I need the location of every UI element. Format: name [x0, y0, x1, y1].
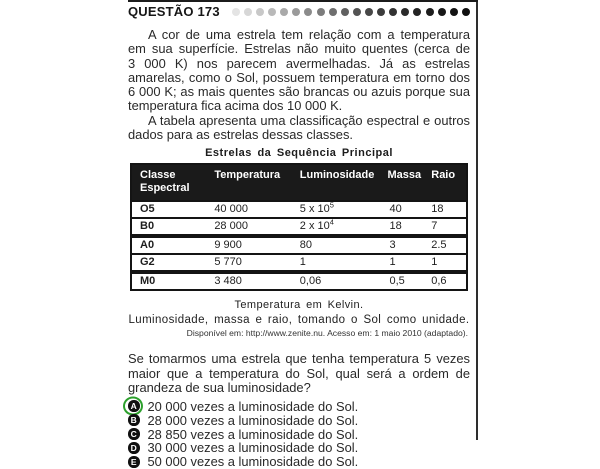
- header-dot: [438, 8, 446, 16]
- header-dot: [377, 8, 385, 16]
- header-dot: [232, 8, 240, 16]
- option-e-text: 50 000 vezes a luminosidade do Sol.: [147, 454, 359, 469]
- table-header-row: [131, 164, 467, 201]
- header-dot: [365, 8, 373, 16]
- header-dots: [220, 8, 470, 16]
- option-a-text: 20 000 vezes a luminosidade do Sol.: [147, 398, 359, 414]
- header-dot: [462, 8, 470, 16]
- header-dot: [450, 8, 458, 16]
- cell-raio: 0,6: [429, 272, 467, 290]
- question-column: [128, 0, 470, 469]
- header-dot: [304, 8, 312, 16]
- caption-kelvin: Temperatura em Kelvin.: [234, 299, 364, 312]
- option-b-letter-badge: B: [128, 414, 140, 426]
- intro-paragraph-1: A cor de uma estrela tem relação com a temperatura em sua superfície. Estrelas não muito quentes (cerca de 3 000 K) nos parecem avermelhadas. Já as estrelas amarelas, como o Sol, possuem temperatura em torno dos 6 000 K; as mais quentes são brancas ou azuis porque sua temperatura fica acima dos 10 000 K.: [128, 27, 470, 114]
- header-dot: [389, 8, 397, 16]
- option-a[interactable]: [128, 399, 470, 413]
- cell-massa: 40: [385, 201, 429, 218]
- header-dot: [329, 8, 337, 16]
- caption-units: Luminosidade, massa e raio, tomando o Sol como unidade.: [128, 314, 470, 327]
- cell-temperatura: 28 000: [212, 218, 297, 236]
- cell-classe: O5: [131, 201, 212, 218]
- cell-luminosidade: 5 x $10^5$: [298, 201, 386, 218]
- table-row-b0: [131, 218, 467, 236]
- option-a-letter-badge: A: [128, 400, 140, 412]
- question-header: [128, 4, 470, 19]
- cell-classe: B0: [131, 218, 212, 236]
- header-dot: [413, 8, 421, 16]
- header-dot: [317, 8, 325, 16]
- cell-raio: 18: [429, 201, 467, 218]
- option-c-text: 28 850 vezes a luminosidade do Sol.: [147, 426, 359, 442]
- header-dot: [401, 8, 409, 16]
- header-dot: [280, 8, 288, 16]
- cell-massa: 18: [385, 218, 429, 236]
- header-massa: Massa: [385, 164, 429, 201]
- cell-raio: 1: [429, 254, 467, 272]
- cell-classe: G2: [131, 254, 212, 272]
- top-rule: [128, 0, 478, 2]
- header-temperatura: Temperatura: [212, 164, 297, 201]
- header-dot: [353, 8, 361, 16]
- header-dot: [426, 8, 434, 16]
- answer-options: [128, 399, 470, 468]
- header-classe-espectral: Classe Espectral: [131, 164, 212, 201]
- option-b-text: 28 000 vezes a luminosidade do Sol.: [147, 412, 359, 428]
- cell-classe: M0: [131, 272, 212, 290]
- cell-temperatura: 40 000: [212, 201, 297, 218]
- cell-luminosidade: 80: [298, 236, 386, 254]
- header-luminosidade: Luminosidade: [298, 164, 386, 201]
- cell-temperatura: 3 480: [212, 272, 297, 290]
- cell-luminosidade: 1: [298, 254, 386, 272]
- cell-massa: 0,5: [385, 272, 429, 290]
- header-raio: Raio: [429, 164, 467, 201]
- table-row-m0: [131, 272, 467, 290]
- table-row-o5: [131, 201, 467, 218]
- question-number: QUESTÃO 173: [128, 4, 220, 19]
- cell-luminosidade: 2 x $10^4$: [298, 218, 386, 236]
- option-d[interactable]: [128, 441, 470, 455]
- option-e-letter-badge: E: [128, 456, 140, 468]
- cell-raio: 2.5: [429, 236, 467, 254]
- header-dot: [292, 8, 300, 16]
- cell-classe: A0: [131, 236, 212, 254]
- table-row-g2: [131, 254, 467, 272]
- table-row-a0: [131, 236, 467, 254]
- option-d-letter-badge: D: [128, 442, 140, 454]
- intro-paragraph-2: A tabela apresenta uma classificação espectral e outros dados para as estrelas dessas classes.: [128, 112, 470, 143]
- header-dot: [341, 8, 349, 16]
- cell-temperatura: 9 900: [212, 236, 297, 254]
- header-dot: [244, 8, 252, 16]
- cell-temperatura: 5 770: [212, 254, 297, 272]
- cell-massa: 1: [385, 254, 429, 272]
- header-dot: [256, 8, 264, 16]
- header-dot: [268, 8, 276, 16]
- source-citation: Disponível em: http://www.zenite.nu. Acesso em: 1 maio 2010 (adaptado).: [186, 328, 468, 339]
- column-divider: [476, 0, 478, 440]
- question-text: Se tomarmos uma estrela que tenha temperatura 5 vezes maior que a temperatura do Sol, qual será a ordem de grandeza de sua luminosidade?: [128, 351, 470, 395]
- option-d-text: 30 000 vezes a luminosidade do Sol.: [147, 440, 359, 456]
- option-e[interactable]: [128, 455, 470, 469]
- table-title: Estrelas da Sequência Principal: [205, 147, 393, 160]
- option-c[interactable]: [128, 427, 470, 441]
- cell-luminosidade: 0,06: [298, 272, 386, 290]
- option-b[interactable]: [128, 413, 470, 427]
- option-c-letter-badge: C: [128, 428, 140, 440]
- cell-massa: 3: [385, 236, 429, 254]
- cell-raio: 7: [429, 218, 467, 236]
- spectral-table: [130, 163, 468, 291]
